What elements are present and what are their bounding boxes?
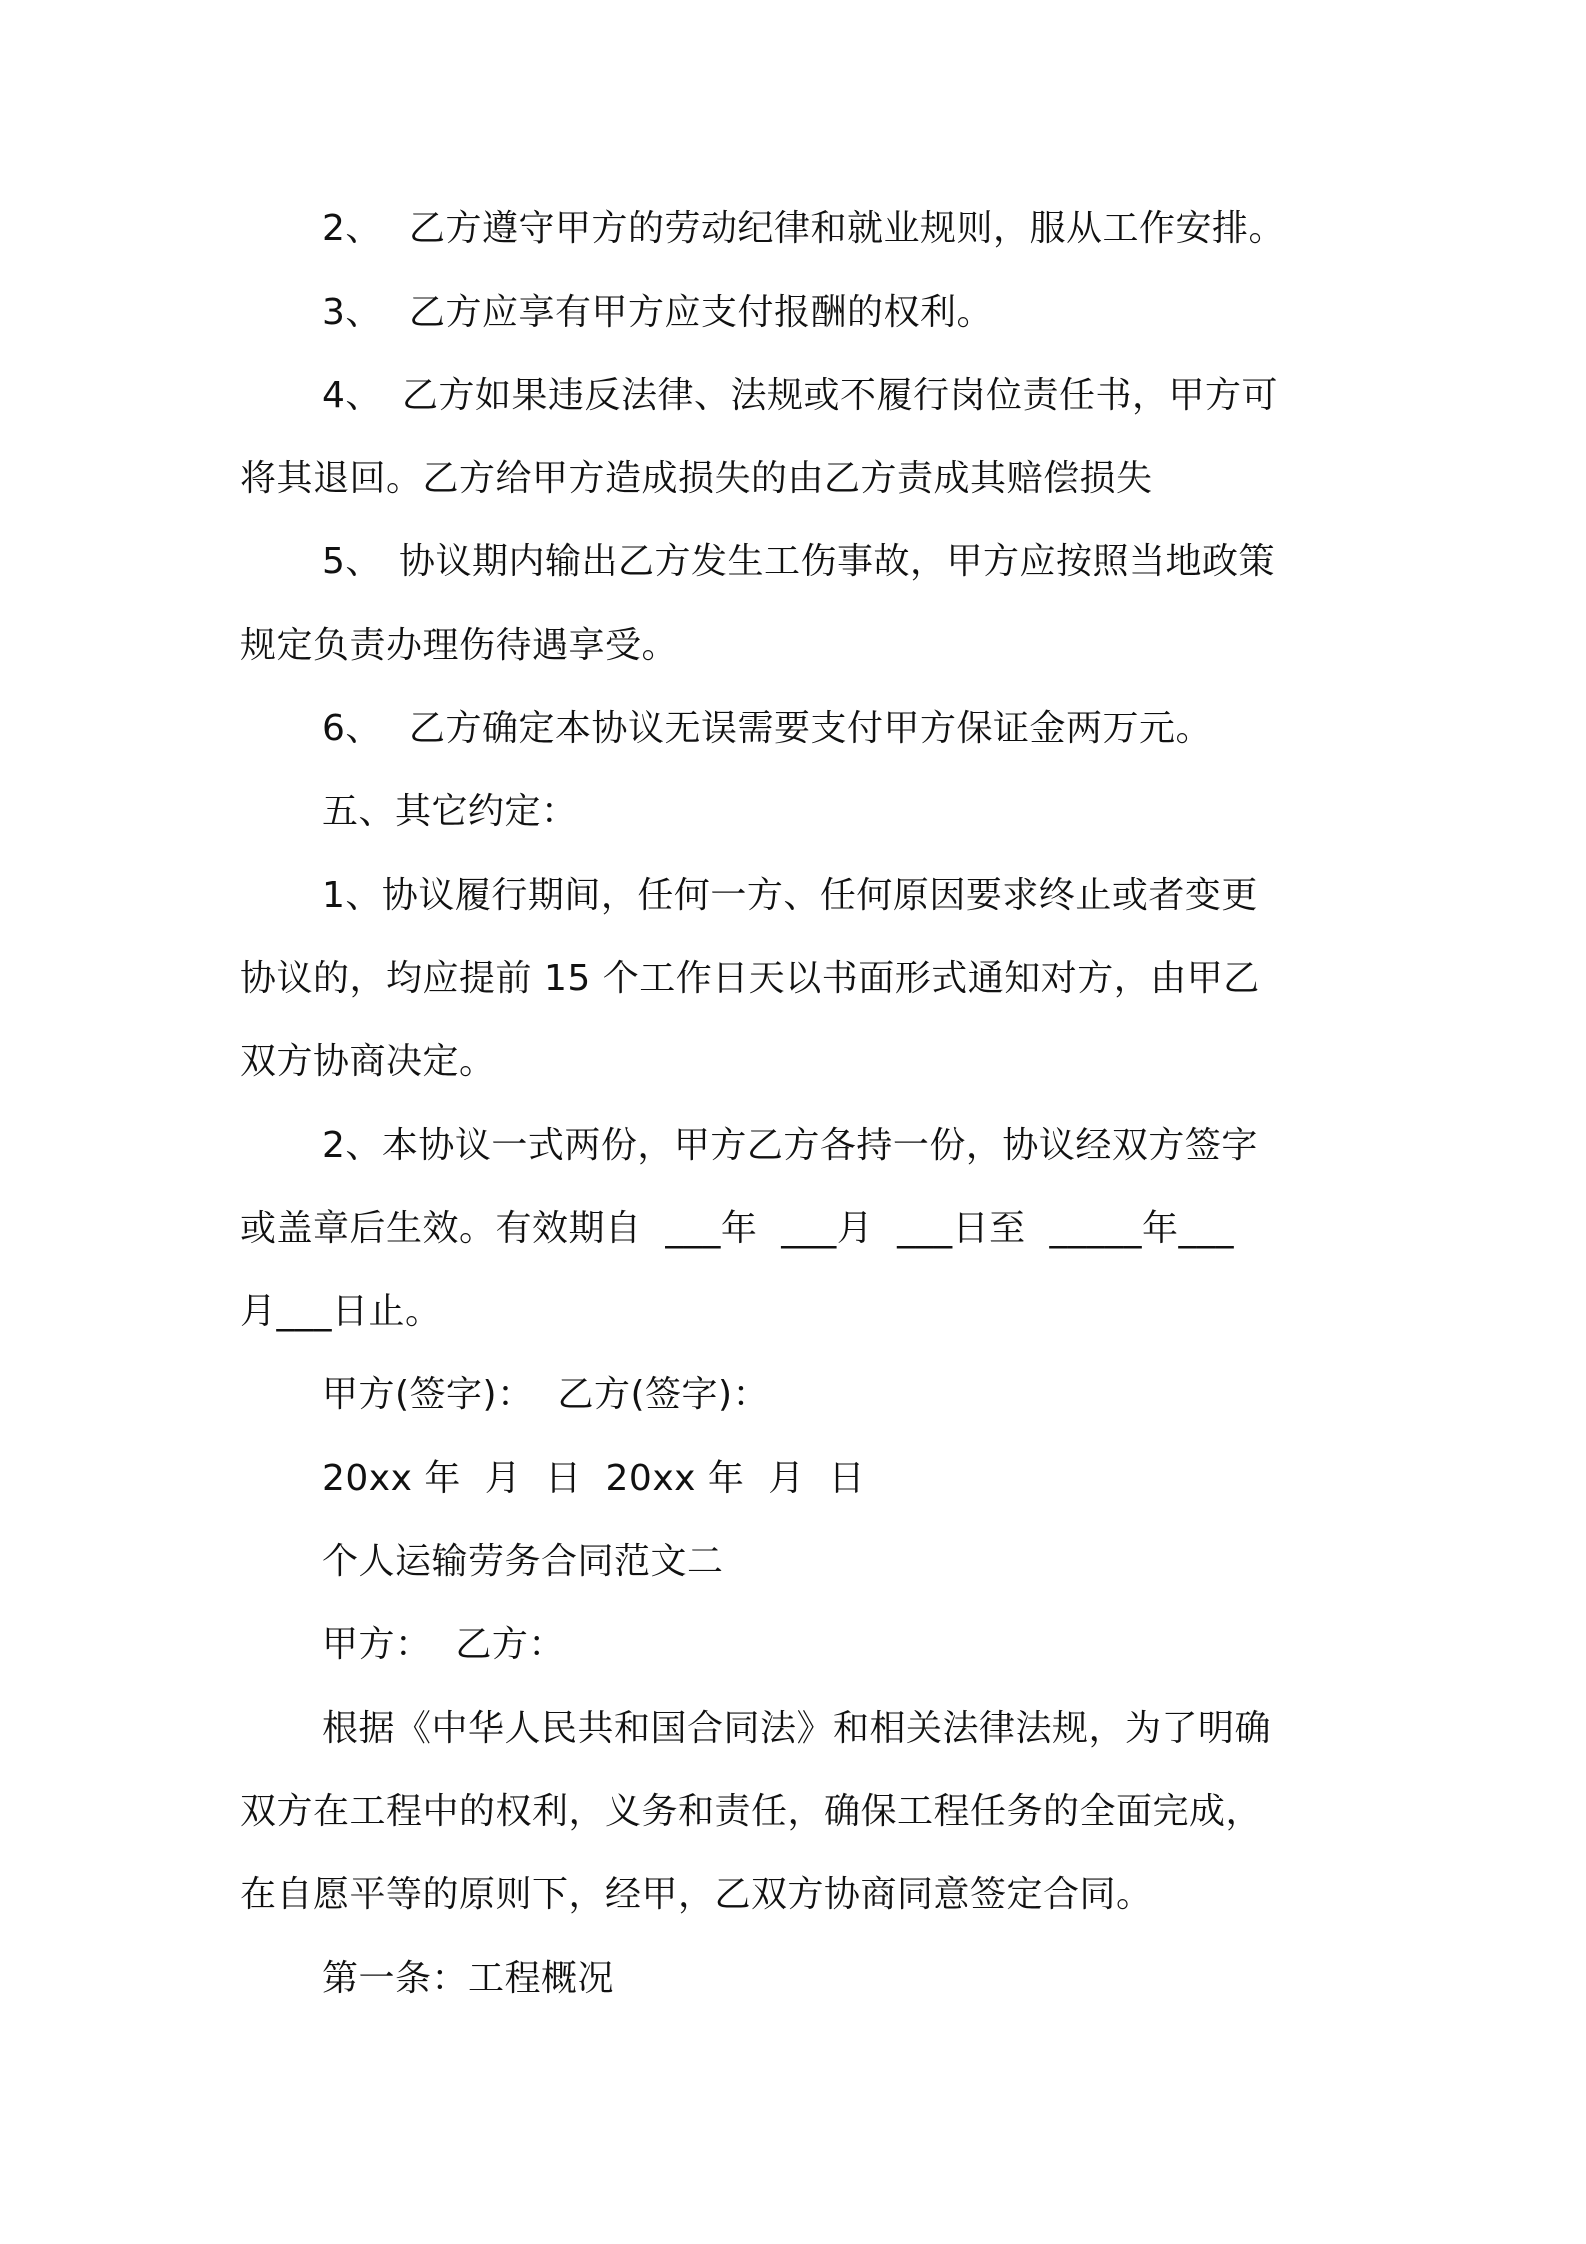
list-number: 5、 <box>322 541 382 582</box>
list-item-6 <box>322 707 1212 751</box>
paragraph-line: 1、协议履行期间，任何一方、任何原因要求终止或者变更 <box>322 875 1258 916</box>
list-number: 6、 <box>322 708 382 749</box>
list-number: 3、 <box>322 292 382 333</box>
list-item-4 <box>322 374 1278 418</box>
parties-line: 甲方： 乙方： <box>322 1624 565 1665</box>
list-text: 协议期内输出乙方发生工伤事故，甲方应按照当地政策 <box>399 541 1276 582</box>
paragraph-line: 双方在工程中的权利，义务和责任，确保工程任务的全面完成， <box>240 1791 1263 1832</box>
list-item-5-continuation: 规定负责办理伤待遇享受。 <box>240 625 679 666</box>
paragraph-line: 或盖章后生效。有效期自 ___年 ___月 ___日至 _____年___ <box>240 1208 1235 1249</box>
date-line: 20xx 年 月 日 20xx 年 月 日 <box>322 1458 866 1499</box>
paragraph-line: 双方协商决定。 <box>240 1041 496 1082</box>
paragraph-line: 2、本协议一式两份，甲方乙方各持一份，协议经双方签字 <box>322 1125 1258 1166</box>
paragraph-line: 在自愿平等的原则下，经甲，乙双方协商同意签定合同。 <box>240 1874 1153 1915</box>
list-text: 乙方应享有甲方应支付报酬的权利。 <box>409 292 994 333</box>
paragraph-line: 协议的，均应提前 15 个工作日天以书面形式通知对方，由甲乙 <box>240 958 1260 999</box>
signature-line: 甲方(签字)： 乙方(签字)： <box>322 1374 770 1415</box>
document-title: 个人运输劳务合同范文二 <box>322 1541 724 1582</box>
list-item-2 <box>322 207 1285 251</box>
list-number: 2、 <box>322 208 382 249</box>
article-heading: 第一条：工程概况 <box>322 1958 615 1999</box>
section-heading: 五、其它约定： <box>322 791 578 832</box>
list-text: 乙方如果违反法律、法规或不履行岗位责任书，甲方可 <box>402 375 1279 416</box>
list-number: 4、 <box>322 375 382 416</box>
list-item-3 <box>322 291 993 335</box>
paragraph-line: 根据《中华人民共和国合同法》和相关法律法规，为了明确 <box>322 1708 1272 1749</box>
list-text: 乙方遵守甲方的劳动纪律和就业规则，服从工作安排。 <box>409 208 1286 249</box>
list-item-5 <box>322 540 1275 584</box>
paragraph-line: 月___日止。 <box>240 1291 442 1332</box>
list-item-4-continuation: 将其退回。乙方给甲方造成损失的由乙方责成其赔偿损失 <box>240 458 1153 499</box>
list-text: 乙方确定本协议无误需要支付甲方保证金两万元。 <box>409 708 1213 749</box>
